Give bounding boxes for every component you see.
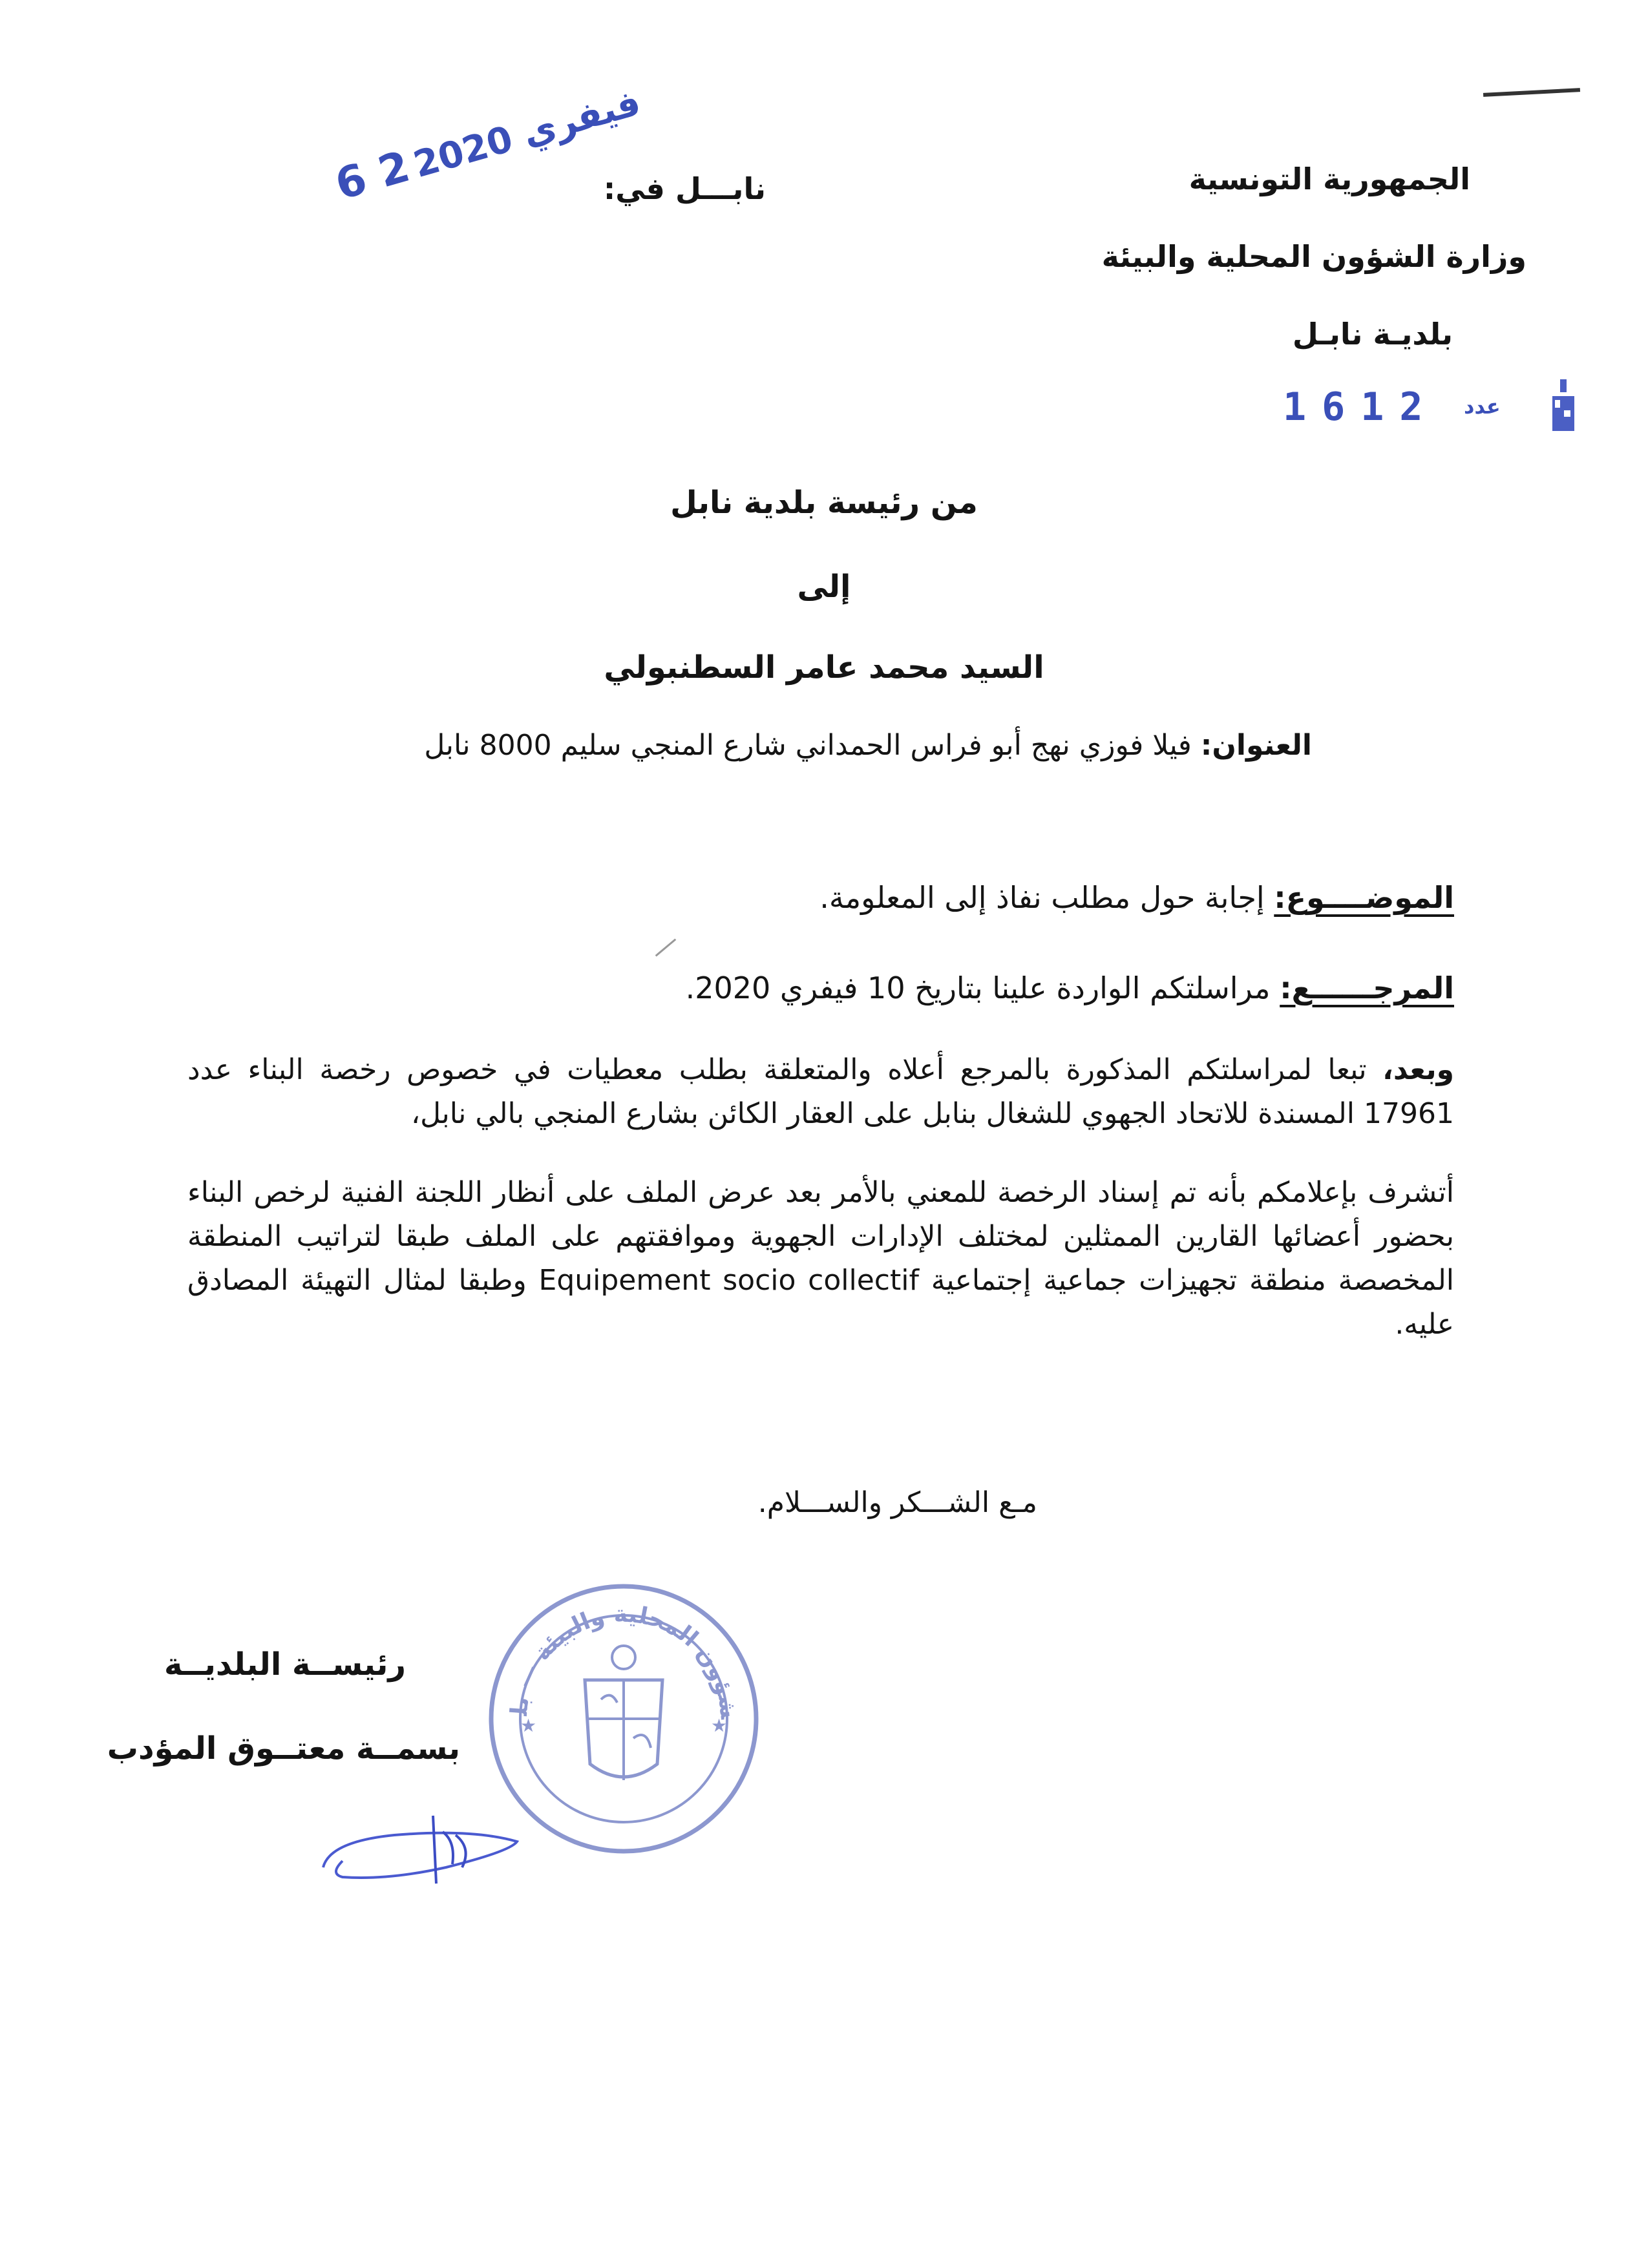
body-paragraph-1: [187, 1048, 1454, 1136]
subject-line: [819, 880, 1454, 915]
scan-speck: [655, 938, 677, 956]
place-date-label: نابـــل في:: [603, 171, 766, 206]
subject-value: إجابة حول مطلب نفاذ إلى المعلومة.: [819, 880, 1274, 915]
date-stamp: [316, 76, 645, 214]
address-value: فيلا فوزي نهج أبو فراس الحمداني شارع المنجي سليم 8000 نابل: [424, 729, 1201, 762]
to-line: إلى: [797, 569, 851, 605]
seal-ring-text: شؤون المحلية والبيئة — بل: [505, 1601, 742, 1721]
closing-line: مـع الشـــكر والســـلام.: [757, 1486, 1037, 1519]
reference-label: المرجــــــع:: [1280, 971, 1454, 1005]
date-stamp-day: 2 6: [330, 141, 416, 210]
sender-line: من رئيسة بلدية نابل: [670, 485, 978, 521]
body-paragraph-2: أتشرف بإعلامكم بأنه تم إسناد الرخصة للمعني بالأمر بعد عرض الملف على أنظار اللجنة الفنية لرخص البناء بحضور أعضائها القارين الممثلين لمختلف الإدارات الجهوية وموافقتهم على الملف طبقا لتراتيب المنطقة المخصصة منطقة تجهيزات جماعية إجتماعية Equipement socio collectif وطبقا لمثال التهيئة المصادق عليه.: [187, 1176, 1455, 1341]
svg-text:وزارة الشؤون المحلية والبيئة —: [481, 1577, 742, 1721]
signatory-title: رئيســة البلديــة: [164, 1646, 406, 1683]
ref-number-stamp: 1612: [1283, 384, 1439, 430]
body-paragraph-1-lead: وبعد،: [1382, 1053, 1454, 1086]
ref-prefix-stamp: عدد: [1464, 394, 1501, 419]
signatory-name: بسمــة معتــوق المؤدب: [107, 1730, 460, 1767]
handwritten-signature: [317, 1796, 536, 1893]
subject-label: الموضــــوع:: [1274, 880, 1454, 915]
reference-line: [686, 971, 1454, 1005]
reference-value: مراسلتكم الواردة علينا بتاريخ 10 فيفري 2020.: [685, 971, 1280, 1005]
svg-text:★: ★: [520, 1715, 537, 1736]
header-municipality: بلديـة نابـل: [1292, 317, 1453, 352]
body-paragraph-1-text: تبعا لمراسلتكم المذكورة بالمرجع أعلاه والمتعلقة بطلب معطيات في خصوص رخصة البناء عدد 17961 المسندة للاتحاد الجهوي للشغال بنابل على العقار الكائن بشارع المنجي بالي نابل،: [187, 1053, 1454, 1130]
date-stamp-month-year: فيفري 2020: [408, 81, 646, 187]
header-ministry: وزارة الشؤون المحلية والبيئة: [1101, 239, 1527, 274]
ref-stamp-icon: [1551, 378, 1576, 433]
recipient-line: السيد محمد عامر السطنبولي: [604, 649, 1044, 686]
scan-mark: [1483, 88, 1580, 97]
address-line: [424, 729, 1312, 762]
svg-text:★: ★: [711, 1715, 728, 1736]
header-country: الجمهورية التونسية: [1188, 162, 1470, 196]
address-label: العنوان:: [1200, 729, 1312, 762]
